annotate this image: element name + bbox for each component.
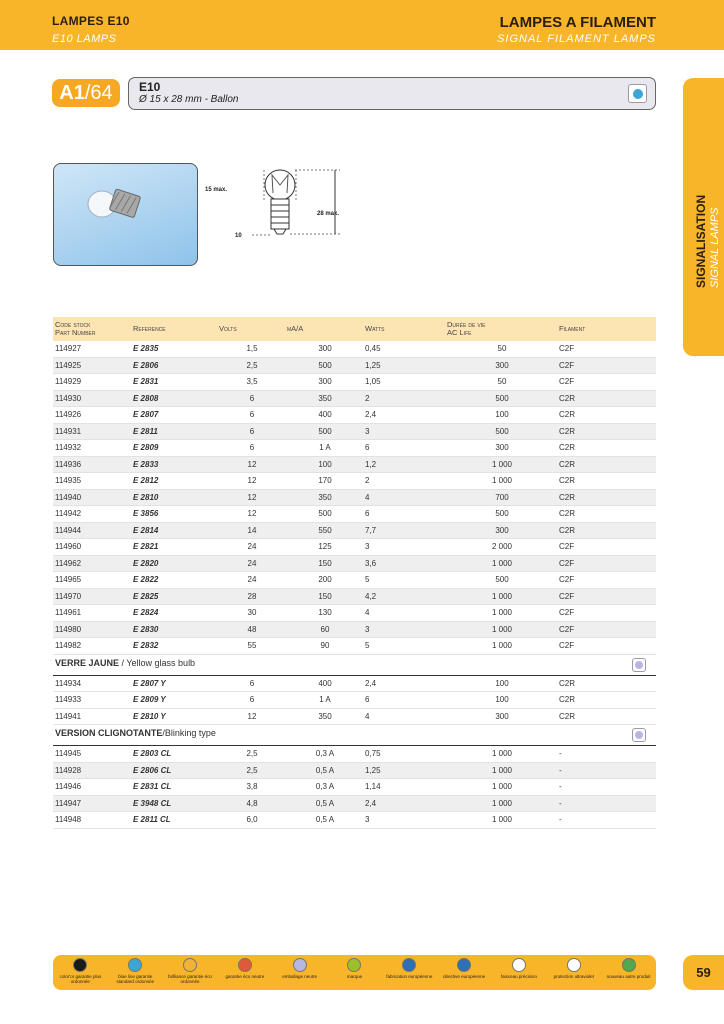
cell-filament: C2R — [557, 407, 656, 424]
cell-filament: - — [557, 795, 656, 812]
cell-life: 1 000 — [445, 779, 557, 796]
cell-watts: 1,05 — [363, 374, 445, 391]
cell-filament: C2R — [557, 692, 656, 709]
legend-icon — [238, 958, 252, 972]
legend-icon — [293, 958, 307, 972]
cell-reference: E 2812 — [131, 473, 217, 490]
legend-label: emballage neutre — [282, 974, 318, 979]
cell-reference: E 2809 — [131, 440, 217, 457]
table-row — [53, 440, 656, 457]
section-blink-subtitle: /Blinking type — [162, 728, 216, 738]
cell-life: 700 — [445, 489, 557, 506]
legend-icon — [567, 958, 581, 972]
cell-life: 1 000 — [445, 456, 557, 473]
cell-filament: C2R — [557, 423, 656, 440]
cell-ma: 500 — [285, 423, 363, 440]
cell-watts: 4 — [363, 708, 445, 725]
cell-ma: 400 — [285, 407, 363, 424]
cell-filament: C2R — [557, 473, 656, 490]
base-label: 10 — [235, 233, 242, 239]
cell-filament: C2F — [557, 341, 656, 357]
legend-icon — [183, 958, 197, 972]
cell-volts: 48 — [217, 621, 285, 638]
product-code-suffix: /64 — [84, 81, 113, 104]
height-label: 28 max. — [317, 211, 340, 217]
legend-label: nouveau autre produit — [606, 974, 651, 979]
cell-reference: E 2809 Y — [131, 692, 217, 709]
cell-volts: 24 — [217, 555, 285, 572]
cell-volts: 6 — [217, 440, 285, 457]
cell-code: 114927 — [53, 341, 131, 357]
table-row — [53, 762, 656, 779]
cell-reference: E 2807 — [131, 407, 217, 424]
cell-watts: 4,2 — [363, 588, 445, 605]
cell-watts: 2 — [363, 390, 445, 407]
cell-code: 114935 — [53, 473, 131, 490]
legend-item — [219, 958, 270, 979]
table-row — [53, 621, 656, 638]
header-bar — [0, 0, 724, 50]
cell-volts: 24 — [217, 539, 285, 556]
cell-volts: 12 — [217, 456, 285, 473]
cell-ma: 60 — [285, 621, 363, 638]
cell-filament: C2R — [557, 440, 656, 457]
cell-filament: C2R — [557, 489, 656, 506]
cell-life: 50 — [445, 374, 557, 391]
cell-filament: C2R — [557, 522, 656, 539]
cell-reference: E 2803 CL — [131, 746, 217, 763]
table-row — [53, 708, 656, 725]
table-row — [53, 473, 656, 490]
cell-life: 1 000 — [445, 473, 557, 490]
cell-code: 114942 — [53, 506, 131, 523]
legend-label: color'or garantie plus ordonnée — [59, 974, 102, 984]
cell-life: 1 000 — [445, 746, 557, 763]
cell-volts: 6 — [217, 675, 285, 692]
cell-reference: E 2810 — [131, 489, 217, 506]
cell-life: 2 000 — [445, 539, 557, 556]
cell-watts: 1,25 — [363, 762, 445, 779]
cell-code: 114948 — [53, 812, 131, 829]
legend-label: fabrication européenne — [386, 974, 433, 979]
legend-item — [110, 958, 161, 984]
cell-ma: 350 — [285, 708, 363, 725]
cell-code: 114929 — [53, 374, 131, 391]
cell-reference: E 2806 CL — [131, 762, 217, 779]
cell-code: 114965 — [53, 572, 131, 589]
cell-life: 1 000 — [445, 621, 557, 638]
cell-watts: 2 — [363, 473, 445, 490]
cell-life: 100 — [445, 407, 557, 424]
page-number: 59 — [683, 955, 724, 990]
cell-ma: 550 — [285, 522, 363, 539]
cell-code: 114962 — [53, 555, 131, 572]
cell-code: 114925 — [53, 357, 131, 374]
section-subtitle: E10 LAMPS — [52, 33, 117, 45]
cell-reference: E 2810 Y — [131, 708, 217, 725]
cell-code: 114934 — [53, 675, 131, 692]
product-dimensions: Ø 15 x 28 mm - Ballon — [139, 94, 239, 105]
cell-filament: - — [557, 762, 656, 779]
cell-reference: E 2814 — [131, 522, 217, 539]
legend-icon — [347, 958, 361, 972]
legend-label: marque — [346, 974, 363, 979]
cell-watts: 6 — [363, 692, 445, 709]
cell-ma: 100 — [285, 456, 363, 473]
cell-reference: E 2806 — [131, 357, 217, 374]
cell-volts: 6 — [217, 692, 285, 709]
cell-life: 1 000 — [445, 605, 557, 622]
table-row — [53, 812, 656, 829]
cell-watts: 3 — [363, 423, 445, 440]
cell-code: 114945 — [53, 746, 131, 763]
neutral-pack-icon — [632, 728, 646, 742]
table-row — [53, 374, 656, 391]
cell-life: 100 — [445, 692, 557, 709]
cell-volts: 3,8 — [217, 779, 285, 796]
cell-ma: 90 — [285, 638, 363, 655]
cell-watts: 2,4 — [363, 795, 445, 812]
cell-watts: 3 — [363, 812, 445, 829]
cell-code: 114946 — [53, 779, 131, 796]
table-row — [53, 423, 656, 440]
cell-ma: 1 A — [285, 440, 363, 457]
cell-reference: E 2811 — [131, 423, 217, 440]
legend-icon — [128, 958, 142, 972]
cell-watts: 3 — [363, 621, 445, 638]
cell-reference: E 2832 — [131, 638, 217, 655]
legend-item — [165, 958, 216, 984]
cell-watts: 4 — [363, 489, 445, 506]
legend-label: garantie éco neutre — [225, 974, 265, 979]
side-tab-text — [683, 78, 724, 356]
cell-life: 500 — [445, 572, 557, 589]
cell-volts: 6 — [217, 407, 285, 424]
side-tab-line2: SIGNAL LAMPS — [709, 207, 721, 288]
cell-watts: 5 — [363, 572, 445, 589]
cell-reference: E 2821 — [131, 539, 217, 556]
blue-line-icon — [628, 84, 647, 103]
cell-life: 1 000 — [445, 555, 557, 572]
cell-ma: 150 — [285, 555, 363, 572]
cell-watts: 1,2 — [363, 456, 445, 473]
legend-item — [439, 958, 490, 979]
cell-code: 114930 — [53, 390, 131, 407]
section-blink-row — [53, 725, 656, 746]
cell-ma: 300 — [285, 341, 363, 357]
cell-life: 500 — [445, 423, 557, 440]
cell-filament: C2R — [557, 675, 656, 692]
cell-life: 1 000 — [445, 812, 557, 829]
cell-reference: E 2835 — [131, 341, 217, 357]
cell-ma: 0,3 A — [285, 746, 363, 763]
table-row — [53, 390, 656, 407]
cell-volts: 30 — [217, 605, 285, 622]
cell-life: 1 000 — [445, 762, 557, 779]
width-label: 15 max. — [205, 187, 228, 193]
cell-volts: 4,8 — [217, 795, 285, 812]
cell-reference: E 2824 — [131, 605, 217, 622]
cell-ma: 0,3 A — [285, 779, 363, 796]
table-row — [53, 506, 656, 523]
table-row — [53, 539, 656, 556]
table-row — [53, 605, 656, 622]
cell-reference: E 2825 — [131, 588, 217, 605]
cell-volts: 24 — [217, 572, 285, 589]
cell-ma: 400 — [285, 675, 363, 692]
cell-watts: 2,4 — [363, 675, 445, 692]
cell-volts: 2,5 — [217, 746, 285, 763]
cell-reference: E 2831 CL — [131, 779, 217, 796]
table-row — [53, 675, 656, 692]
col-watts: Watts — [363, 317, 445, 341]
cell-volts: 6,0 — [217, 812, 285, 829]
cell-life: 500 — [445, 390, 557, 407]
cell-code: 114982 — [53, 638, 131, 655]
cell-reference: E 3856 — [131, 506, 217, 523]
cell-volts: 12 — [217, 473, 285, 490]
table-row — [53, 779, 656, 796]
legend-item — [329, 958, 380, 979]
cell-ma: 1 A — [285, 692, 363, 709]
cell-volts: 3,5 — [217, 374, 285, 391]
table-row — [53, 341, 656, 357]
cell-ma: 500 — [285, 506, 363, 523]
table-row — [53, 489, 656, 506]
cell-reference: E 2822 — [131, 572, 217, 589]
side-tab — [683, 78, 724, 356]
cell-code: 114941 — [53, 708, 131, 725]
cell-life: 100 — [445, 675, 557, 692]
table-row — [53, 456, 656, 473]
table-row — [53, 588, 656, 605]
cell-life: 300 — [445, 522, 557, 539]
cell-filament: - — [557, 812, 656, 829]
legend-item — [603, 958, 654, 979]
table-row — [53, 795, 656, 812]
legend-item — [384, 958, 435, 979]
legend-label: blue line garantie standard ordonnée — [116, 974, 155, 984]
cell-ma: 350 — [285, 390, 363, 407]
table-header-row — [53, 317, 656, 341]
cell-ma: 0,5 A — [285, 795, 363, 812]
section-yellow-row — [53, 654, 656, 675]
legend-item — [55, 958, 106, 984]
cell-watts: 7,7 — [363, 522, 445, 539]
cell-ma: 150 — [285, 588, 363, 605]
lamp-photo-image — [54, 164, 197, 265]
cell-ma: 350 — [285, 489, 363, 506]
cell-life: 300 — [445, 357, 557, 374]
cell-watts: 0,45 — [363, 341, 445, 357]
section-blink-title: VERSION CLIGNOTANTE — [55, 728, 163, 738]
cell-ma: 200 — [285, 572, 363, 589]
cell-code: 114932 — [53, 440, 131, 457]
cell-ma: 0,5 A — [285, 812, 363, 829]
table-row — [53, 522, 656, 539]
cell-filament: C2F — [557, 555, 656, 572]
cell-ma: 500 — [285, 357, 363, 374]
cell-watts: 3,6 — [363, 555, 445, 572]
legend-item — [548, 958, 599, 979]
cell-filament: C2F — [557, 539, 656, 556]
cell-code: 114928 — [53, 762, 131, 779]
col-reference: Reference — [131, 317, 217, 341]
section-title: LAMPES E10 — [52, 14, 130, 28]
cell-reference: E 2833 — [131, 456, 217, 473]
cell-filament: C2F — [557, 621, 656, 638]
cell-filament: - — [557, 746, 656, 763]
cell-code: 114940 — [53, 489, 131, 506]
cell-life: 1 000 — [445, 588, 557, 605]
col-volts: Volts — [217, 317, 285, 341]
side-tab-line1: SIGNALISATION — [694, 194, 708, 288]
cell-volts: 14 — [217, 522, 285, 539]
cell-code: 114980 — [53, 621, 131, 638]
table-row — [53, 555, 656, 572]
cell-ma: 125 — [285, 539, 363, 556]
cell-reference: E 2831 — [131, 374, 217, 391]
cell-filament: C2F — [557, 374, 656, 391]
cell-volts: 55 — [217, 638, 285, 655]
cell-reference: E 3948 CL — [131, 795, 217, 812]
col-filament: Filament — [557, 317, 656, 341]
cell-reference: E 2830 — [131, 621, 217, 638]
cell-life: 300 — [445, 440, 557, 457]
cell-code: 114961 — [53, 605, 131, 622]
legend-icon — [512, 958, 526, 972]
cell-life: 500 — [445, 506, 557, 523]
cell-filament: C2R — [557, 390, 656, 407]
product-name: E10 — [139, 80, 161, 94]
cell-volts: 6 — [217, 423, 285, 440]
cell-watts: 6 — [363, 506, 445, 523]
chapter-title: LAMPES A FILAMENT — [499, 14, 656, 31]
cell-volts: 1,5 — [217, 341, 285, 357]
cell-filament: C2F — [557, 357, 656, 374]
neutral-pack-icon — [632, 658, 646, 672]
chapter-subtitle: SIGNAL FILAMENT LAMPS — [497, 33, 656, 45]
cell-filament: C2F — [557, 638, 656, 655]
cell-volts: 12 — [217, 489, 285, 506]
cell-life: 300 — [445, 708, 557, 725]
footer-legend-bar — [53, 955, 656, 990]
col-life: Durée de vie AC Life — [445, 317, 557, 341]
cell-reference: E 2808 — [131, 390, 217, 407]
cell-reference: E 2811 CL — [131, 812, 217, 829]
cell-watts: 3 — [363, 539, 445, 556]
cell-filament: C2R — [557, 506, 656, 523]
cell-reference: E 2820 — [131, 555, 217, 572]
legend-label: protection ultraviolet — [553, 974, 594, 979]
legend-item — [274, 958, 325, 979]
legend-label: faisceau précision — [500, 974, 537, 979]
cell-code: 114936 — [53, 456, 131, 473]
cell-code: 114933 — [53, 692, 131, 709]
product-header-box — [128, 77, 656, 110]
cell-code: 114947 — [53, 795, 131, 812]
cell-volts: 12 — [217, 708, 285, 725]
section-yellow-title: VERRE JAUNE — [55, 657, 120, 668]
cell-ma: 300 — [285, 374, 363, 391]
table-row — [53, 357, 656, 374]
cell-filament: C2F — [557, 605, 656, 622]
lamp-spec-table — [53, 317, 656, 829]
cell-ma: 130 — [285, 605, 363, 622]
legend-icon — [73, 958, 87, 972]
cell-watts: 4 — [363, 605, 445, 622]
col-code: Code stock Part Number — [53, 317, 131, 341]
cell-life: 50 — [445, 341, 557, 357]
table-row — [53, 407, 656, 424]
cell-code: 114960 — [53, 539, 131, 556]
cell-volts: 2,5 — [217, 762, 285, 779]
product-code-prefix: A1 — [59, 81, 85, 104]
cell-filament: C2R — [557, 708, 656, 725]
legend-label: brilliance garantie éco ordonnée — [168, 974, 212, 984]
legend-label: directive européenne — [443, 974, 486, 979]
cell-code: 114970 — [53, 588, 131, 605]
col-ma: mA/A — [285, 317, 363, 341]
cell-watts: 1,14 — [363, 779, 445, 796]
section-yellow-subtitle: / Yellow glass bulb — [119, 657, 196, 668]
table-row — [53, 572, 656, 589]
cell-volts: 2,5 — [217, 357, 285, 374]
cell-filament: C2R — [557, 456, 656, 473]
table-row — [53, 638, 656, 655]
cell-watts: 2,4 — [363, 407, 445, 424]
cell-filament: - — [557, 779, 656, 796]
cell-ma: 170 — [285, 473, 363, 490]
cell-reference: E 2807 Y — [131, 675, 217, 692]
cell-watts: 5 — [363, 638, 445, 655]
lamp-photo — [53, 163, 198, 266]
cell-filament: C2F — [557, 572, 656, 589]
cell-life: 1 000 — [445, 795, 557, 812]
cell-watts: 0,75 — [363, 746, 445, 763]
cell-filament: C2F — [557, 588, 656, 605]
product-code-badge — [52, 79, 120, 107]
cell-code: 114931 — [53, 423, 131, 440]
lamp-dimension-drawing — [200, 155, 360, 275]
cell-watts: 1,25 — [363, 357, 445, 374]
table-row — [53, 692, 656, 709]
legend-item — [494, 958, 545, 979]
cell-code: 114944 — [53, 522, 131, 539]
legend-icon — [402, 958, 416, 972]
cell-life: 1 000 — [445, 638, 557, 655]
legend-icon — [457, 958, 471, 972]
table-row — [53, 746, 656, 763]
cell-volts: 28 — [217, 588, 285, 605]
legend-icon — [622, 958, 636, 972]
cell-watts: 6 — [363, 440, 445, 457]
cell-ma: 0,5 A — [285, 762, 363, 779]
cell-volts: 6 — [217, 390, 285, 407]
cell-code: 114926 — [53, 407, 131, 424]
cell-volts: 12 — [217, 506, 285, 523]
